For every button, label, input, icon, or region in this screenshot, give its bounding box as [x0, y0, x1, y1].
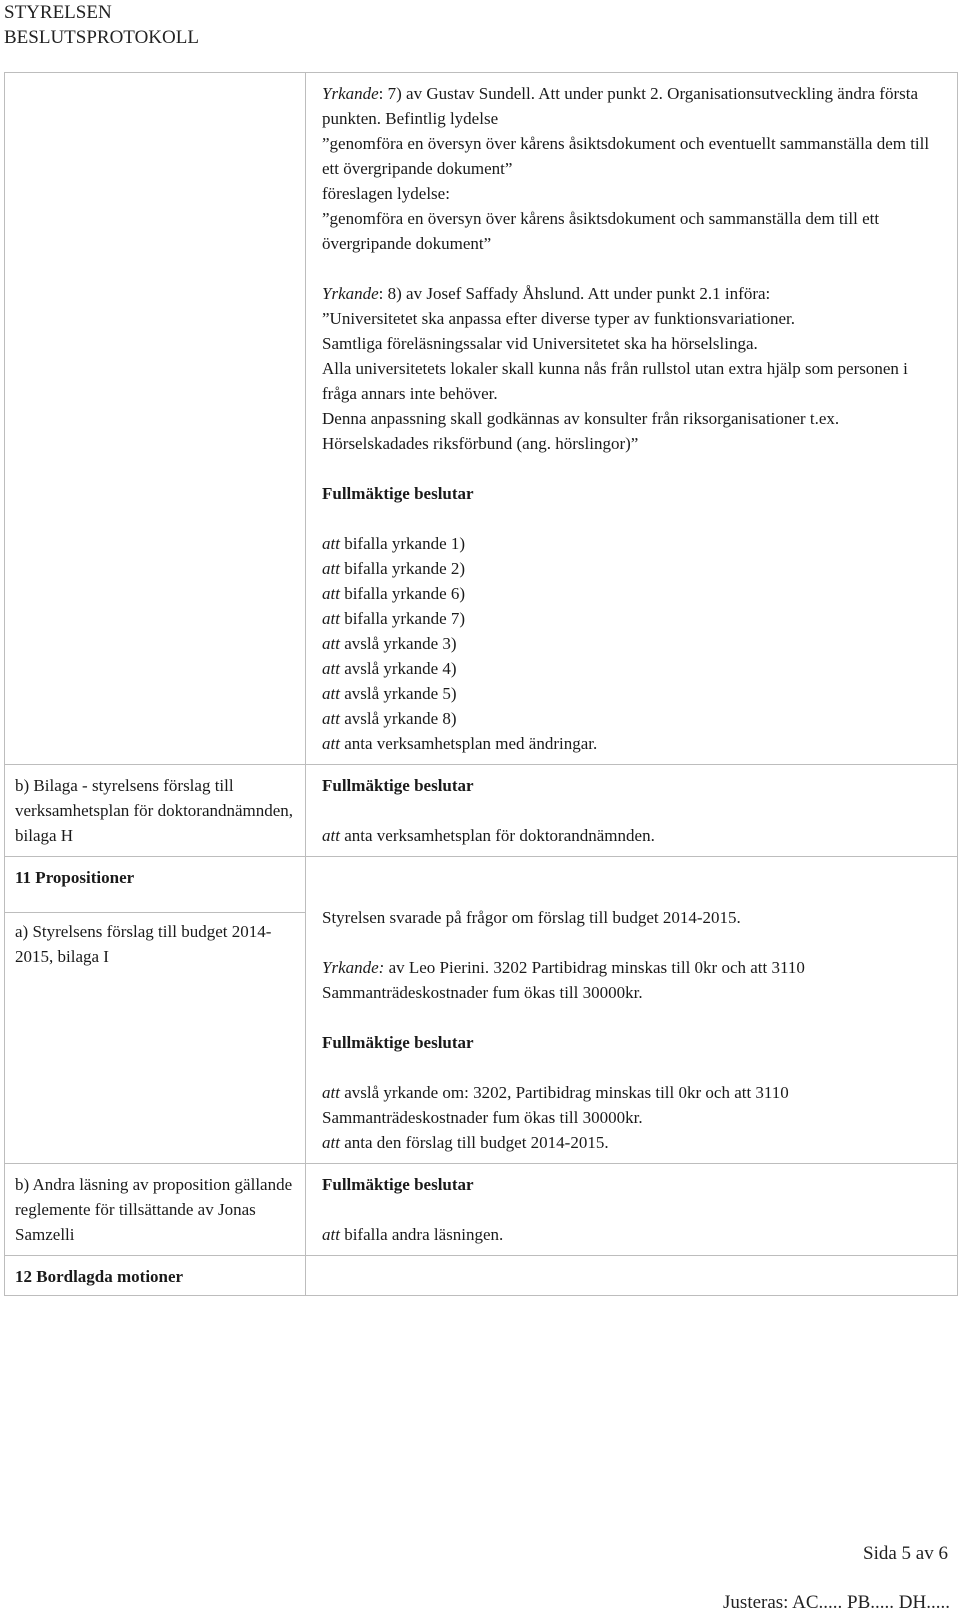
- justeras-line: Justeras: AC..... PB..... DH.....: [723, 1592, 950, 1613]
- yrkande-line: föreslagen lydelse:: [322, 184, 450, 203]
- section-heading-11: 11 Propositioner: [15, 868, 135, 887]
- decision-item: att anta den förslag till budget 2014-2015.: [322, 1133, 609, 1152]
- header-line-1: STYRELSEN: [4, 2, 112, 23]
- right-cell: [306, 1256, 958, 1296]
- agenda-item-a-budget: a) Styrelsens förslag till budget 2014-2015, bilaga I: [5, 913, 306, 1164]
- header-line-2: BESLUTSPROTOKOLL: [4, 27, 199, 48]
- yrkande-line: Denna anpassning skall godkännas av konsulter från riksorganisationer t.ex. Hörselskadades riksförbund (ang. hörslingor)”: [322, 409, 840, 453]
- right-cell: [306, 765, 958, 857]
- decision-item: att avslå yrkande 4): [322, 659, 457, 678]
- decision-item: att anta verksamhetsplan med ändringar.: [322, 734, 598, 753]
- decision-item: att avslå yrkande 8): [322, 709, 457, 728]
- yrkande-line: Alla universitetets lokaler skall kunna nås från rullstol utan extra hjälp som personen i fråga annars inte behöver.: [322, 359, 908, 403]
- section-cell: [5, 1256, 306, 1296]
- yrkande-line: ”Universitetet ska anpassa efter diverse typer av funktionsvariationer.: [322, 309, 795, 328]
- section-heading-12: 12 Bordlagda motioner: [15, 1267, 184, 1286]
- yrkande-label: Yrkande: [322, 284, 379, 303]
- decision-item: att bifalla yrkande 6): [322, 584, 466, 603]
- left-cell: [5, 73, 306, 765]
- protocol-table: [4, 72, 958, 1296]
- decision-item: att avslå yrkande om: 3202, Partibidrag minskas till 0kr och att 3110 Sammanträdeskostnader fum ökas till 30000kr.: [322, 1083, 789, 1127]
- table-row: [5, 857, 958, 913]
- document-header: [4, 0, 199, 50]
- yrkande-text: : 8) av Josef Saffady Åhslund. Att under punkt 2.1 införa:: [378, 284, 771, 303]
- decision-heading: Fullmäktige beslutar: [322, 776, 474, 795]
- agenda-item-b-bilaga: b) Bilaga - styrelsens förslag till verksamhetsplan för doktorandnämnden, bilaga H: [5, 765, 306, 857]
- right-cell: [306, 1164, 958, 1256]
- yrkande-line: ”genomföra en översyn över kårens åsiktsdokument och sammanställa dem till ett övergripande dokument”: [322, 209, 880, 253]
- yrkande-budget: Yrkande: av Leo Pierini. 3202 Partibidrag minskas till 0kr och att 3110 Sammanträdeskostnader fum ökas till 30000kr.: [322, 958, 805, 1002]
- yrkande-line: ”genomföra en översyn över kårens åsiktsdokument och eventuellt sammanställa dem till ett övergripande dokument”: [322, 134, 930, 178]
- table-row: [5, 1256, 958, 1296]
- table-row: [5, 765, 958, 857]
- decision-list: [322, 531, 945, 756]
- decision-item: att bifalla yrkande 2): [322, 559, 466, 578]
- decision-item: att avslå yrkande 3): [322, 634, 457, 653]
- table-row: [5, 73, 958, 765]
- right-cell: [306, 73, 958, 765]
- table-row: [5, 1164, 958, 1256]
- decision-item: att bifalla yrkande 1): [322, 534, 466, 553]
- decision-item: att bifalla yrkande 7): [322, 609, 466, 628]
- section-cell: [5, 857, 306, 913]
- page-number: Sida 5 av 6: [863, 1543, 948, 1564]
- decision-heading: Fullmäktige beslutar: [322, 1033, 474, 1052]
- yrkande-8: [322, 281, 945, 306]
- yrkande-line: Samtliga föreläsningssalar vid Universitetet ska ha hörselslinga.: [322, 334, 758, 353]
- right-cell: [306, 857, 958, 1164]
- decision-item: att anta verksamhetsplan för doktorandnämnden.: [322, 826, 655, 845]
- yrkande-label: Yrkande: [322, 84, 379, 103]
- decision-item: att bifalla andra läsningen.: [322, 1225, 504, 1244]
- yrkande-7: [322, 81, 945, 131]
- budget-intro: Styrelsen svarade på frågor om förslag till budget 2014-2015.: [322, 908, 741, 927]
- decision-heading: Fullmäktige beslutar: [322, 484, 474, 503]
- decision-heading: Fullmäktige beslutar: [322, 1175, 474, 1194]
- agenda-item-b-lasning: b) Andra läsning av proposition gällande reglemente för tillsättande av Jonas Samzelli: [5, 1164, 306, 1256]
- decision-item: att avslå yrkande 5): [322, 684, 457, 703]
- yrkande-text: : 7) av Gustav Sundell. Att under punkt 2. Organisationsutveckling ändra första punkten. Befintlig lydelse: [322, 84, 919, 128]
